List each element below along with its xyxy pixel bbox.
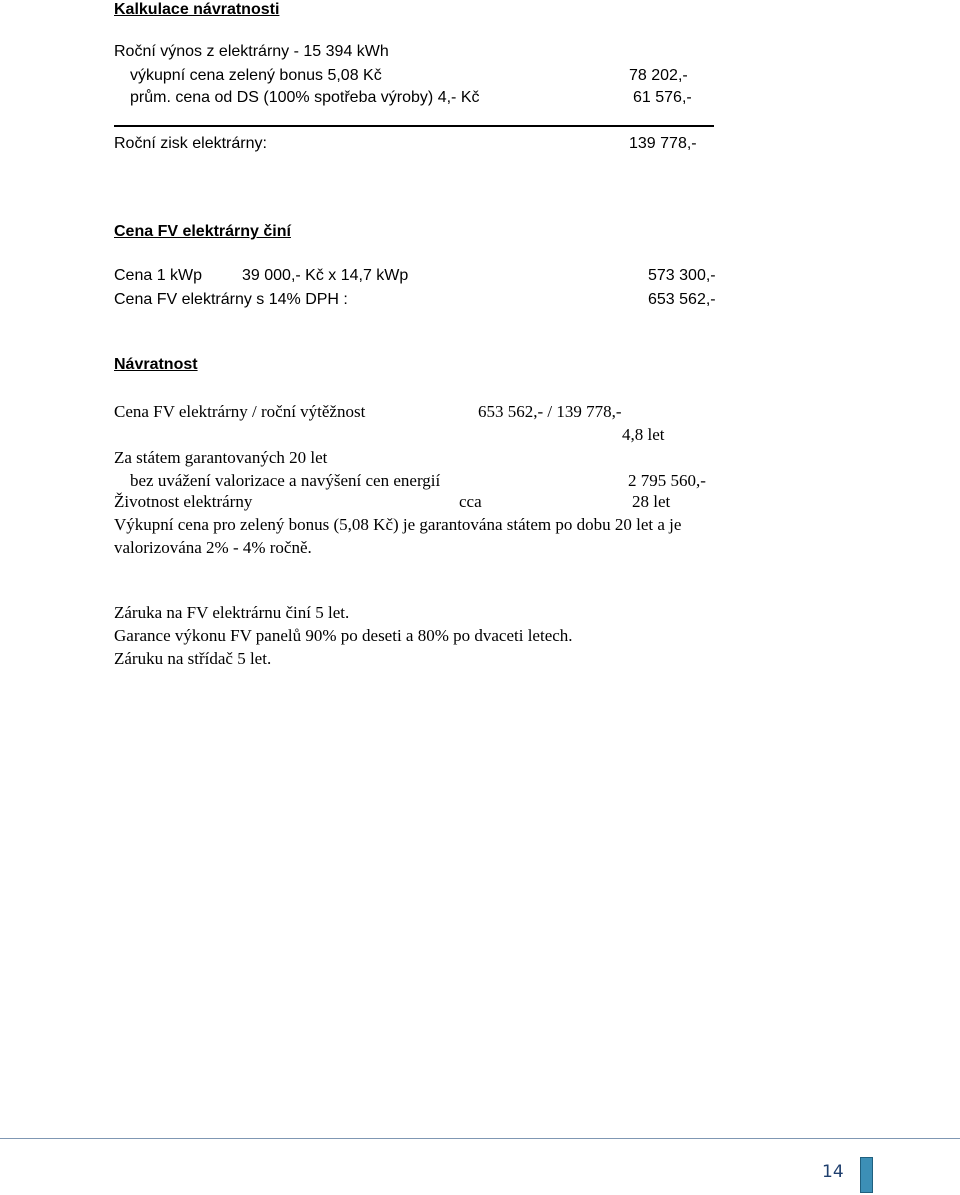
ds-price-value: 61 576,- xyxy=(633,89,692,106)
footer-divider xyxy=(0,1138,960,1139)
feed-in-tariff-value: 78 202,- xyxy=(629,67,688,84)
page-number-bar xyxy=(860,1157,873,1193)
guarantee-value: 2 795 560,- xyxy=(628,471,706,490)
annual-profit-value: 139 778,- xyxy=(629,135,697,152)
price-per-kwp-calc: 39 000,- Kč x 14,7 kWp xyxy=(242,267,409,284)
section-heading-price: Cena FV elektrárny činí xyxy=(114,223,291,240)
section-heading-payback: Kalkulace návratnosti xyxy=(114,1,280,18)
price-per-kwp-label: Cena 1 kWp xyxy=(114,267,203,284)
return-label: Cena FV elektrárny / roční výtěžnost xyxy=(114,402,366,421)
guarantee-sub-label: bez uvážení valorizace a navýšení cen energií xyxy=(130,471,441,490)
return-formula: 653 562,- / 139 778,- xyxy=(478,402,622,421)
lifetime-label: Životnost elektrárny xyxy=(114,492,253,511)
warranty-line-2: Garance výkonu FV panelů 90% po deseti a 80% po dvaceti letech. xyxy=(114,626,573,645)
annual-profit-label: Roční zisk elektrárny: xyxy=(114,135,267,152)
note-line-1: Výkupní cena pro zelený bonus (5,08 Kč) je garantována státem po dobu 20 let a je xyxy=(114,515,682,534)
guarantee-label: Za státem garantovaných 20 let xyxy=(114,448,328,467)
annual-yield-text: Roční výnos z elektrárny - 15 394 kWh xyxy=(114,43,389,60)
warranty-line-1: Záruka na FV elektrárnu činí 5 let. xyxy=(114,603,350,622)
warranty-line-3: Záruku na střídač 5 let. xyxy=(114,649,272,668)
return-result: 4,8 let xyxy=(622,425,665,444)
ds-price-label: prům. cena od DS (100% spotřeba výroby) 4,- Kč xyxy=(130,89,480,106)
lifetime-mid: cca xyxy=(459,492,482,511)
note-line-2: valorizována 2% - 4% ročně. xyxy=(114,538,312,557)
page-number: 14 xyxy=(822,1162,844,1182)
feed-in-tariff-label: výkupní cena zelený bonus 5,08 Kč xyxy=(130,67,382,84)
price-per-kwp-value: 573 300,- xyxy=(648,267,716,284)
lifetime-value: 28 let xyxy=(632,492,671,511)
price-with-vat-label: Cena FV elektrárny s 14% DPH : xyxy=(114,291,348,308)
section-heading-return: Návratnost xyxy=(114,356,198,373)
sum-divider xyxy=(114,125,714,127)
price-with-vat-value: 653 562,- xyxy=(648,291,716,308)
